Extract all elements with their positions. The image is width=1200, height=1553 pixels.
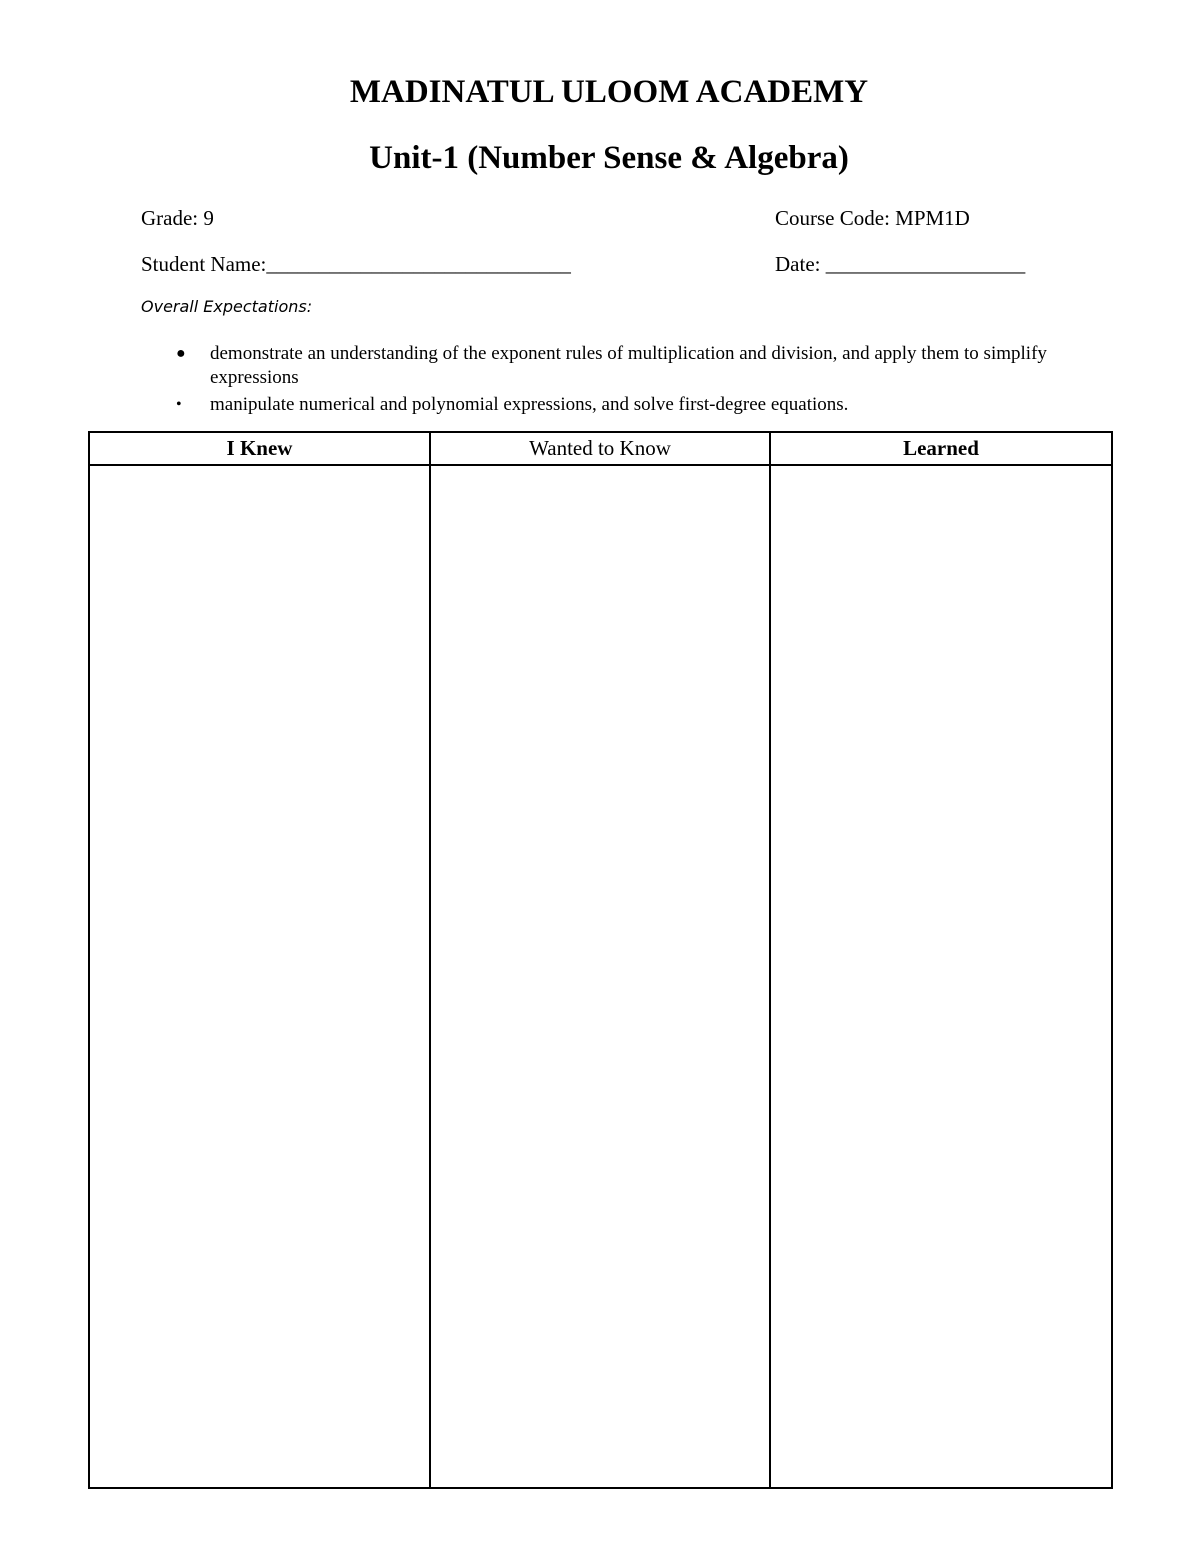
column-header-i-knew: I Knew: [89, 432, 430, 465]
student-name-field[interactable]: Student Name:_____________________________: [141, 252, 571, 276]
list-item: [0, 393, 1070, 417]
table-header-row: [89, 432, 1112, 465]
grade-field: Grade: 9: [141, 206, 214, 230]
table-row: [89, 465, 1112, 1488]
kwl-table: [88, 431, 1113, 1489]
i-knew-cell[interactable]: [89, 465, 430, 1488]
date-field[interactable]: Date: ___________________: [775, 252, 1026, 276]
bullet-icon: ●: [176, 345, 186, 362]
wanted-to-know-cell[interactable]: [430, 465, 770, 1488]
list-item: [0, 342, 1070, 390]
bullet-icon: •: [176, 396, 182, 413]
column-header-learned: Learned: [770, 432, 1112, 465]
course-code-field: Course Code: MPM1D: [775, 206, 970, 230]
unit-title: Unit-1 (Number Sense & Algebra): [369, 140, 849, 176]
expectation-text: manipulate numerical and polynomial expressions, and solve first-degree equations.: [210, 394, 849, 415]
overall-expectations-label: Overall Expectations:: [141, 297, 313, 316]
learned-cell[interactable]: [770, 465, 1112, 1488]
expectations-list: [0, 342, 1200, 417]
school-title: MADINATUL ULOOM ACADEMY: [349, 74, 869, 110]
expectation-text: demonstrate an understanding of the exponent rules of multiplication and division, and apply them to simplify expressions: [210, 343, 1047, 388]
column-header-wanted-to-know: Wanted to Know: [430, 432, 770, 465]
